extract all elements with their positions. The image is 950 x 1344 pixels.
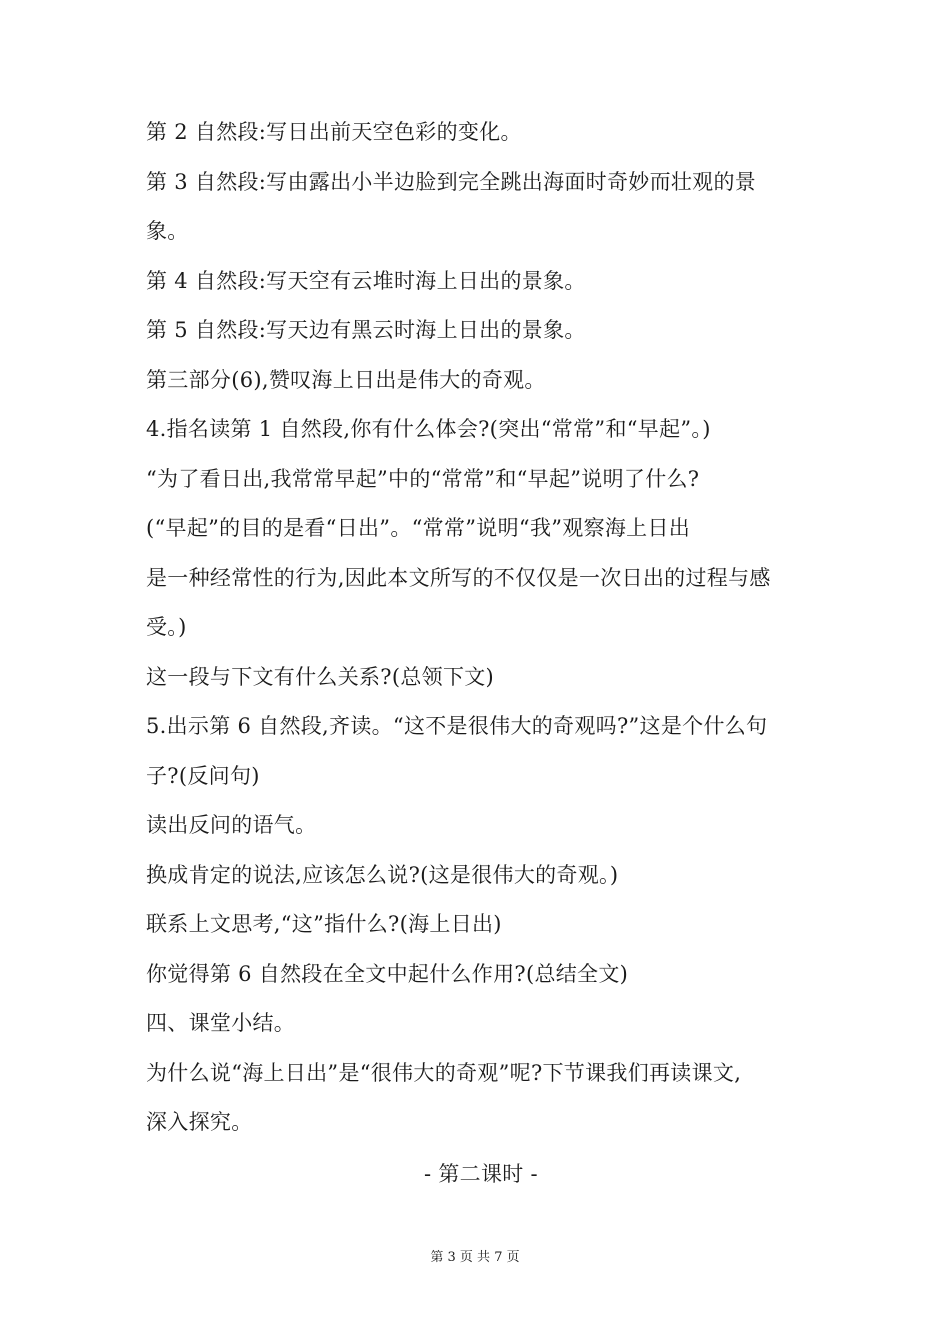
paragraph-line: “为了看日出,我常常早起”中的“常常”和“早起”说明了什么? — [146, 466, 700, 491]
paragraph-line: 象。 — [146, 219, 189, 243]
section-heading-summary: 四、课堂小结。 — [146, 1011, 296, 1035]
paragraph-line: 联系上文思考,“这”指什么?(海上日出) — [146, 912, 502, 936]
paragraph-line: 子?(反问句) — [146, 763, 260, 788]
paragraph-line: 读出反问的语气。 — [146, 813, 317, 837]
paragraph-line: 第 2 自然段:写日出前天空色彩的变化。 — [146, 120, 522, 144]
paragraph-line: 为什么说“海上日出”是“很伟大的奇观”呢?下节课我们再读课文, — [146, 1060, 742, 1085]
paragraph-line: 受。) — [146, 615, 187, 639]
paragraph-line: 第 4 自然段:写天空有云堆时海上日出的景象。 — [146, 268, 586, 293]
page-number-footer: 第 3 页 共 7 页 — [430, 1250, 520, 1265]
paragraph-line: 4.指名读第 1 自然段,你有什么体会?(突出“常常”和“早起”。) — [146, 417, 711, 441]
paragraph-line: 深入探究。 — [146, 1110, 253, 1134]
paragraph-line: 这一段与下文有什么关系?(总领下文) — [146, 664, 495, 689]
paragraph-line: 第三部分(6),赞叹海上日出是伟大的奇观。 — [146, 367, 546, 392]
paragraph-line: 是一种经常性的行为,因此本文所写的不仅仅是一次日出的过程与感 — [146, 565, 771, 590]
document-body — [146, 108, 816, 1199]
paragraph-line: 5.出示第 6 自然段,齐读。“这不是很伟大的奇观吗?”这是个什么句 — [146, 714, 768, 738]
paragraph-line: 第 3 自然段:写由露出小半边脸到完全跳出海面时奇妙而壮观的景 — [146, 169, 757, 194]
paragraph-line: (“早起”的目的是看“日出”。“常常”说明“我”观察海上日出 — [146, 516, 691, 540]
paragraph-line: 换成肯定的说法,应该怎么说?(这是很伟大的奇观。) — [146, 862, 619, 887]
paragraph-line: 你觉得第 6 自然段在全文中起什么作用?(总结全文) — [146, 961, 629, 986]
lesson-section-heading: - 第二课时 - — [424, 1161, 538, 1186]
paragraph-line: 第 5 自然段:写天边有黑云时海上日出的景象。 — [146, 318, 586, 342]
